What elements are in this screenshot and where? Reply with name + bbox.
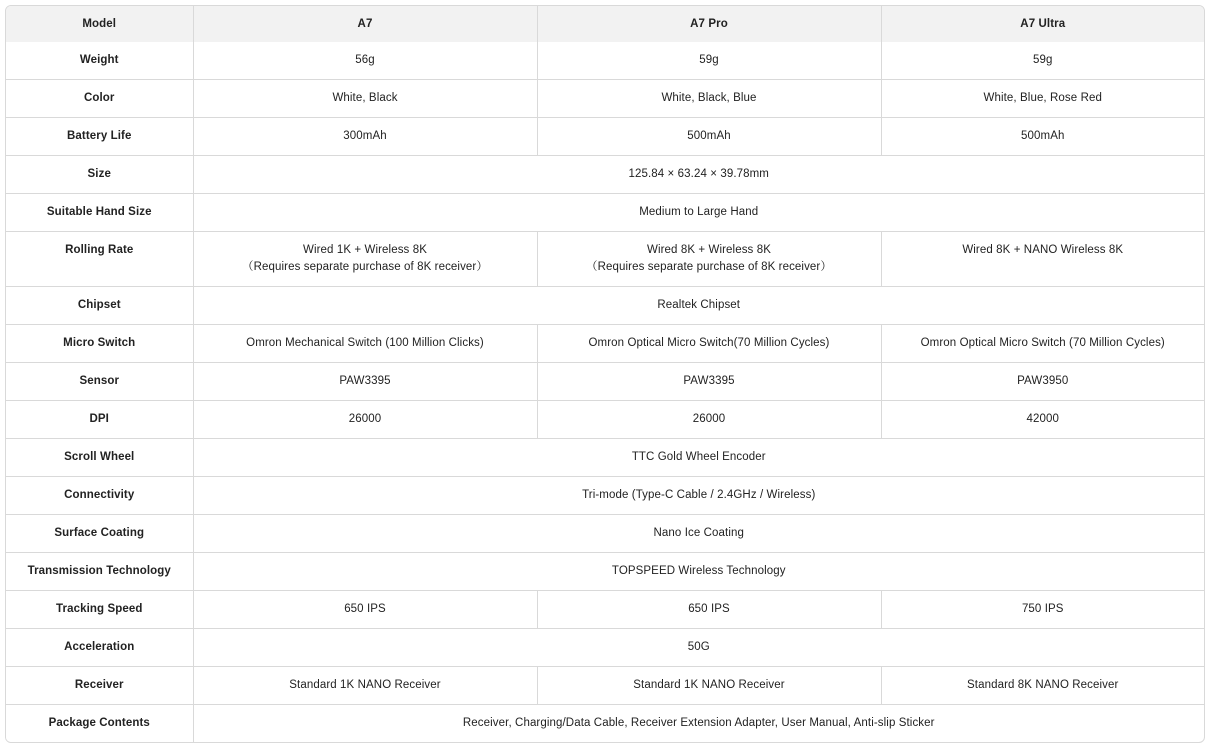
cell-sensor-a7: PAW3395 xyxy=(193,363,537,401)
spec-comparison-table-container xyxy=(5,5,1205,743)
cell-battery-a7: 300mAh xyxy=(193,118,537,156)
cell-coating-all: Nano Ice Coating xyxy=(193,515,1204,553)
cell-color-a7-ultra: White, Blue, Rose Red xyxy=(881,80,1204,118)
cell-tracking-a7-pro: 650 IPS xyxy=(537,591,881,629)
row-label-acceleration: Acceleration xyxy=(6,629,193,667)
row-label-size: Size xyxy=(6,156,193,194)
row-label-scroll-wheel: Scroll Wheel xyxy=(6,439,193,477)
cell-dpi-a7-pro: 26000 xyxy=(537,401,881,439)
row-label-suitable-hand-size: Suitable Hand Size xyxy=(6,194,193,232)
cell-weight-a7-pro: 59g xyxy=(537,42,881,80)
cell-tracking-a7: 650 IPS xyxy=(193,591,537,629)
cell-scroll-wheel-all: TTC Gold Wheel Encoder xyxy=(193,439,1204,477)
cell-dpi-a7: 26000 xyxy=(193,401,537,439)
row-acceleration xyxy=(6,629,1204,667)
cell-rolling-rate-a7 xyxy=(193,232,537,287)
cell-sensor-a7-pro: PAW3395 xyxy=(537,363,881,401)
row-label-dpi: DPI xyxy=(6,401,193,439)
row-micro-switch xyxy=(6,325,1204,363)
row-label-micro-switch: Micro Switch xyxy=(6,325,193,363)
cell-size-all: 125.84 × 63.24 × 39.78mm xyxy=(193,156,1204,194)
cell-rolling-rate-a7-ultra: Wired 8K + NANO Wireless 8K xyxy=(881,232,1204,287)
rolling-rate-a7-pro-line2: （Requires separate purchase of 8K receiver） xyxy=(586,261,832,273)
row-tracking-speed xyxy=(6,591,1204,629)
cell-acceleration-all: 50G xyxy=(193,629,1204,667)
rolling-rate-a7-line2: （Requires separate purchase of 8K receiver） xyxy=(242,261,488,273)
cell-receiver-a7-ultra: Standard 8K NANO Receiver xyxy=(881,667,1204,705)
row-label-transmission-technology: Transmission Technology xyxy=(6,553,193,591)
cell-weight-a7-ultra: 59g xyxy=(881,42,1204,80)
cell-micro-switch-a7-pro: Omron Optical Micro Switch(70 Million Cycles) xyxy=(537,325,881,363)
cell-package-all: Receiver, Charging/Data Cable, Receiver Extension Adapter, User Manual, Anti-slip Sticker xyxy=(193,705,1204,743)
row-receiver xyxy=(6,667,1204,705)
row-color xyxy=(6,80,1204,118)
cell-color-a7: White, Black xyxy=(193,80,537,118)
row-label-color: Color xyxy=(6,80,193,118)
row-rolling-rate xyxy=(6,232,1204,287)
cell-battery-a7-ultra: 500mAh xyxy=(881,118,1204,156)
cell-rolling-rate-a7-pro xyxy=(537,232,881,287)
row-battery-life xyxy=(6,118,1204,156)
cell-dpi-a7-ultra: 42000 xyxy=(881,401,1204,439)
row-label-rolling-rate: Rolling Rate xyxy=(6,232,193,287)
cell-sensor-a7-ultra: PAW3950 xyxy=(881,363,1204,401)
cell-chipset-all: Realtek Chipset xyxy=(193,287,1204,325)
cell-weight-a7: 56g xyxy=(193,42,537,80)
row-scroll-wheel xyxy=(6,439,1204,477)
row-transmission-technology xyxy=(6,553,1204,591)
spec-comparison-table xyxy=(6,6,1204,742)
row-label-receiver: Receiver xyxy=(6,667,193,705)
cell-receiver-a7: Standard 1K NANO Receiver xyxy=(193,667,537,705)
cell-color-a7-pro: White, Black, Blue xyxy=(537,80,881,118)
row-size xyxy=(6,156,1204,194)
header-model-a7-ultra: A7 Ultra xyxy=(881,6,1204,42)
header-model-label: Model xyxy=(6,6,193,42)
row-label-chipset: Chipset xyxy=(6,287,193,325)
cell-micro-switch-a7: Omron Mechanical Switch (100 Million Clicks) xyxy=(193,325,537,363)
row-label-sensor: Sensor xyxy=(6,363,193,401)
row-label-battery-life: Battery Life xyxy=(6,118,193,156)
cell-transmission-all: TOPSPEED Wireless Technology xyxy=(193,553,1204,591)
rolling-rate-a7-pro-line1: Wired 8K + Wireless 8K xyxy=(647,244,771,256)
row-package-contents xyxy=(6,705,1204,743)
rolling-rate-a7-line1: Wired 1K + Wireless 8K xyxy=(303,244,427,256)
row-surface-coating xyxy=(6,515,1204,553)
cell-receiver-a7-pro: Standard 1K NANO Receiver xyxy=(537,667,881,705)
row-dpi xyxy=(6,401,1204,439)
row-label-weight: Weight xyxy=(6,42,193,80)
header-model-a7: A7 xyxy=(193,6,537,42)
row-label-connectivity: Connectivity xyxy=(6,477,193,515)
row-suitable-hand-size xyxy=(6,194,1204,232)
row-label-tracking-speed: Tracking Speed xyxy=(6,591,193,629)
row-connectivity xyxy=(6,477,1204,515)
row-label-package-contents: Package Contents xyxy=(6,705,193,743)
cell-battery-a7-pro: 500mAh xyxy=(537,118,881,156)
row-weight xyxy=(6,42,1204,80)
cell-micro-switch-a7-ultra: Omron Optical Micro Switch (70 Million Cycles) xyxy=(881,325,1204,363)
cell-tracking-a7-ultra: 750 IPS xyxy=(881,591,1204,629)
row-chipset xyxy=(6,287,1204,325)
cell-hand-size-all: Medium to Large Hand xyxy=(193,194,1204,232)
row-label-surface-coating: Surface Coating xyxy=(6,515,193,553)
cell-connectivity-all: Tri-mode (Type-C Cable / 2.4GHz / Wireless) xyxy=(193,477,1204,515)
header-model-a7-pro: A7 Pro xyxy=(537,6,881,42)
row-sensor xyxy=(6,363,1204,401)
table-header-row xyxy=(6,6,1204,42)
